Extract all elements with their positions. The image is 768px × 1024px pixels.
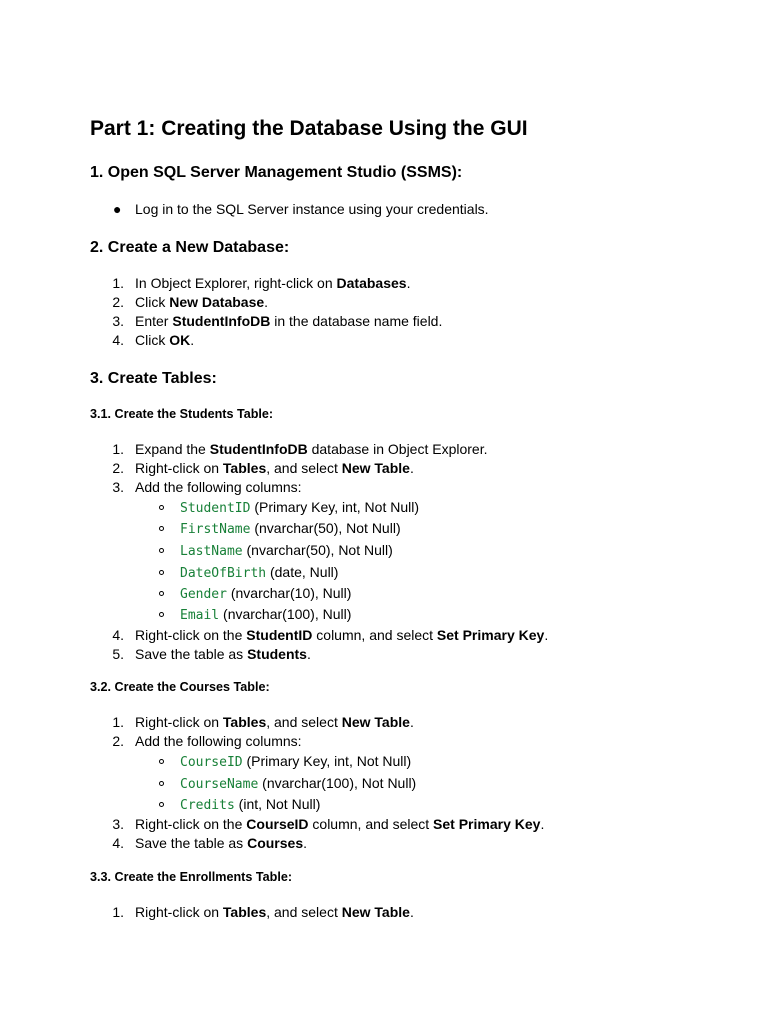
- column-item: Email (nvarchar(100), Null): [180, 606, 352, 623]
- circle-bullet-icon: [159, 570, 164, 575]
- column-item: FirstName (nvarchar(50), Not Null): [180, 520, 401, 537]
- subsection-heading-students: 3.1. Create the Students Table:: [90, 407, 274, 421]
- circle-bullet-icon: [159, 802, 164, 807]
- section-heading-open-ssms: 1. Open SQL Server Management Studio (SSMS):: [90, 164, 463, 181]
- column-item: CourseID (Primary Key, int, Not Null): [180, 753, 412, 770]
- circle-bullet-icon: [159, 505, 164, 510]
- list-number: 4.: [112, 332, 124, 348]
- list-number: 5.: [112, 646, 124, 662]
- list-item: Click New Database.: [135, 294, 269, 310]
- circle-bullet-icon: [159, 759, 164, 764]
- list-number: 1.: [112, 441, 124, 457]
- list-item: Right-click on the CourseID column, and select Set Primary Key.: [135, 816, 545, 832]
- circle-bullet-icon: [159, 591, 164, 596]
- list-number: 1.: [112, 714, 124, 730]
- list-item: Save the table as Students.: [135, 646, 311, 662]
- list-number: 2.: [112, 460, 124, 476]
- circle-bullet-icon: [159, 548, 164, 553]
- page-title: Part 1: Creating the Database Using the GUI: [90, 117, 528, 140]
- list-item: Save the table as Courses.: [135, 835, 307, 851]
- list-number: 4.: [112, 835, 124, 851]
- list-number: 3.: [112, 313, 124, 329]
- list-item: Add the following columns:: [135, 733, 302, 749]
- list-item: Click OK.: [135, 332, 195, 348]
- list-item: Right-click on Tables, and select New Table.: [135, 460, 414, 476]
- circle-bullet-icon: [159, 526, 164, 531]
- list-number: 3.: [112, 816, 124, 832]
- list-number: 1.: [112, 275, 124, 291]
- column-item: CourseName (nvarchar(100), Not Null): [180, 775, 417, 792]
- circle-bullet-icon: [159, 612, 164, 617]
- list-number: 1.: [112, 904, 124, 920]
- circle-bullet-icon: [159, 781, 164, 786]
- bullet-icon: ●: [113, 201, 122, 217]
- list-item: Right-click on the StudentID column, and select Set Primary Key.: [135, 627, 549, 643]
- column-item: LastName (nvarchar(50), Not Null): [180, 542, 393, 559]
- list-number: 2.: [112, 733, 124, 749]
- section-heading-create-tables: 3. Create Tables:: [90, 370, 217, 387]
- list-number: 2.: [112, 294, 124, 310]
- column-item: StudentID (Primary Key, int, Not Null): [180, 499, 419, 516]
- list-item: Enter StudentInfoDB in the database name field.: [135, 313, 443, 329]
- column-item: Credits (int, Not Null): [180, 796, 321, 813]
- list-number: 3.: [112, 479, 124, 495]
- list-item: Expand the StudentInfoDB database in Object Explorer.: [135, 441, 488, 457]
- subsection-heading-courses: 3.2. Create the Courses Table:: [90, 680, 270, 694]
- list-item: Add the following columns:: [135, 479, 302, 495]
- list-item: Right-click on Tables, and select New Table.: [135, 904, 414, 920]
- list-item: Right-click on Tables, and select New Table.: [135, 714, 414, 730]
- column-item: DateOfBirth (date, Null): [180, 564, 339, 581]
- list-number: 4.: [112, 627, 124, 643]
- list-item: In Object Explorer, right-click on Databases.: [135, 275, 411, 291]
- list-item: Log in to the SQL Server instance using your credentials.: [135, 201, 489, 217]
- subsection-heading-enrollments: 3.3. Create the Enrollments Table:: [90, 870, 293, 884]
- section-heading-create-database: 2. Create a New Database:: [90, 239, 290, 256]
- column-item: Gender (nvarchar(10), Null): [180, 585, 352, 602]
